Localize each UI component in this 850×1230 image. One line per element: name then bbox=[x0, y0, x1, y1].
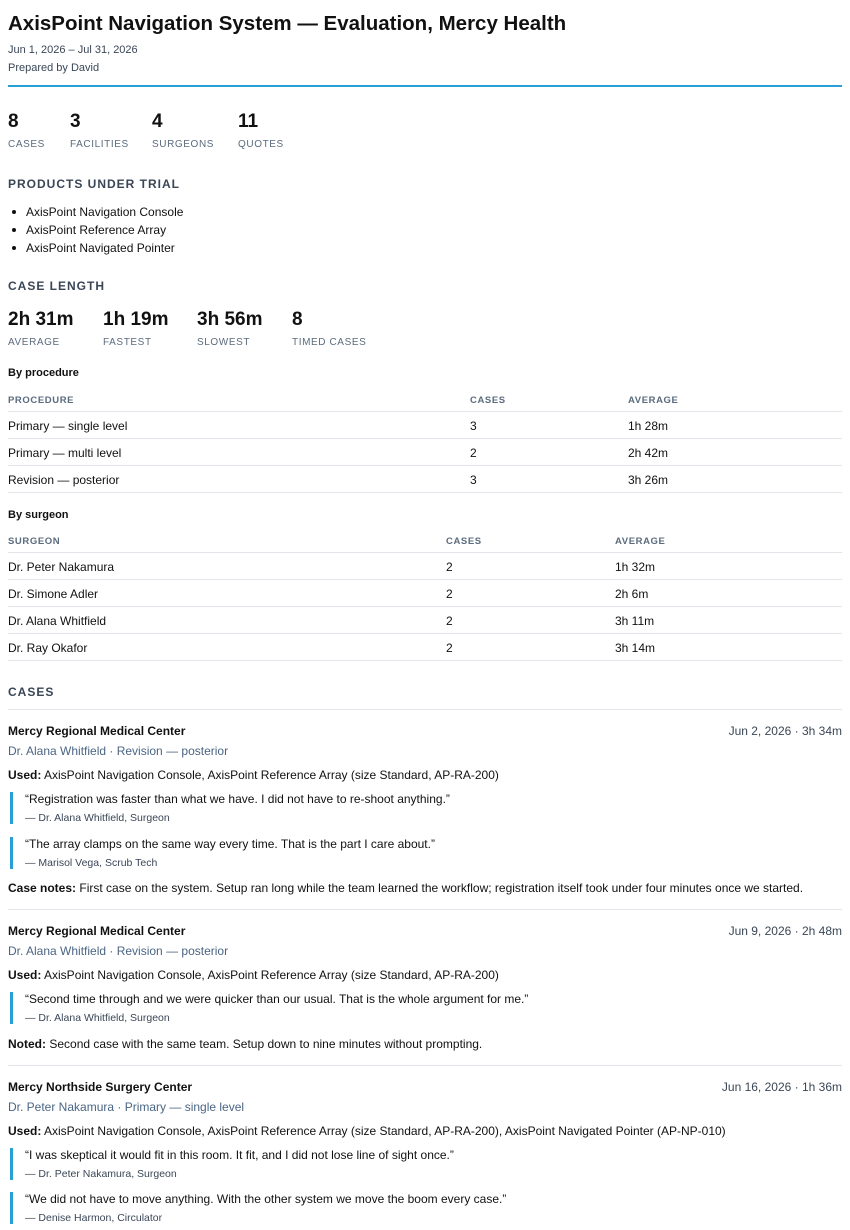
quote-block bbox=[10, 792, 830, 824]
quote-block bbox=[10, 1192, 830, 1224]
table-header bbox=[8, 531, 842, 553]
column-header: CASES bbox=[470, 395, 506, 406]
quote-author: — Dr. Peter Nakamura, Surgeon bbox=[25, 1168, 177, 1180]
used-label: Used: bbox=[8, 968, 42, 982]
table-row bbox=[8, 553, 842, 580]
table-cell: Primary — single level bbox=[8, 419, 128, 433]
case-divider bbox=[8, 909, 842, 910]
case-divider bbox=[8, 1065, 842, 1066]
stat-surgeons bbox=[152, 111, 214, 150]
stat-value: 1h 19m bbox=[103, 309, 169, 330]
column-header: AVERAGE bbox=[615, 536, 666, 547]
notes-text: Second case with the same team. Setup down to nine minutes without prompting. bbox=[49, 1037, 483, 1051]
used-label: Used: bbox=[8, 1124, 42, 1138]
quote-text: “Registration was faster than what we have. I did not have to re-shoot anything.” bbox=[25, 792, 450, 806]
by-surgeon-heading: By surgeon bbox=[8, 509, 69, 521]
stat-value: 8 bbox=[292, 309, 303, 330]
table-cell: 3 bbox=[470, 473, 477, 487]
column-header: AVERAGE bbox=[628, 395, 679, 406]
prepared-by: Prepared by David bbox=[8, 62, 100, 74]
product-item: AxisPoint Reference Array bbox=[26, 221, 183, 239]
surgeon-table bbox=[8, 531, 842, 661]
case-used bbox=[8, 968, 499, 982]
table-cell: 1h 32m bbox=[615, 560, 656, 574]
table-cell: Dr. Peter Nakamura bbox=[8, 560, 115, 574]
table-cell: 2h 6m bbox=[615, 587, 649, 601]
quote-author: — Dr. Alana Whitfield, Surgeon bbox=[25, 1012, 170, 1024]
case-date: Jun 2, 2026 · 3h 34m bbox=[728, 724, 842, 738]
case-facility: Mercy Regional Medical Center bbox=[8, 924, 186, 938]
stat-label: TIMED CASES bbox=[292, 337, 367, 348]
stat-value: 2h 31m bbox=[8, 309, 74, 330]
case-used bbox=[8, 1124, 726, 1138]
case-date: Jun 16, 2026 · 1h 36m bbox=[721, 1080, 842, 1094]
quote-block bbox=[10, 837, 830, 869]
table-row bbox=[8, 466, 842, 493]
stat-label: SLOWEST bbox=[197, 337, 251, 348]
case-length-heading: CASE LENGTH bbox=[8, 279, 106, 293]
table-cell: 1h 28m bbox=[628, 419, 669, 433]
stat-value: 3h 56m bbox=[197, 309, 263, 330]
stat-cases bbox=[8, 111, 45, 150]
quote-block bbox=[10, 1148, 830, 1180]
table-row bbox=[8, 607, 842, 634]
by-procedure-heading: By procedure bbox=[8, 367, 79, 379]
stat-label: FASTEST bbox=[103, 337, 152, 348]
product-item: AxisPoint Navigated Pointer bbox=[26, 239, 183, 257]
quote-text: “I was skeptical it would fit in this room. It fit, and I did not lose line of sight once.” bbox=[25, 1148, 454, 1162]
used-products: AxisPoint Navigation Console, AxisPoint Reference Array (size Standard, AP-RA-200), AxisPoint Navigated Pointer (AP-NP-010) bbox=[44, 1124, 726, 1138]
quote-text: “We did not have to move anything. With the other system we move the boom every case.” bbox=[25, 1192, 507, 1206]
used-products: AxisPoint Navigation Console, AxisPoint Reference Array (size Standard, AP-RA-200) bbox=[44, 968, 499, 982]
case-date: Jun 9, 2026 · 2h 48m bbox=[728, 924, 842, 938]
table-cell: 2 bbox=[470, 446, 477, 460]
stat-value: 4 bbox=[152, 111, 163, 132]
case-notes bbox=[8, 881, 803, 895]
stat-value: 8 bbox=[8, 111, 19, 132]
table-cell: Dr. Simone Adler bbox=[8, 587, 99, 601]
column-header: SURGEON bbox=[8, 536, 61, 547]
table-cell: Primary — multi level bbox=[8, 446, 122, 460]
notes-text: First case on the system. Setup ran long while the team learned the workflow; registration itself took under four minutes once we started. bbox=[79, 881, 804, 895]
table-cell: 3h 14m bbox=[615, 641, 656, 655]
table-cell: 2 bbox=[446, 587, 453, 601]
stat-value: 3 bbox=[70, 111, 81, 132]
table-row bbox=[8, 580, 842, 607]
table-cell: 2 bbox=[446, 614, 453, 628]
case-surgeon-procedure: Dr. Peter Nakamura · Primary — single level bbox=[8, 1100, 245, 1114]
table-row bbox=[8, 634, 842, 661]
stat-label: AVERAGE bbox=[8, 337, 60, 348]
stat-average bbox=[8, 309, 73, 348]
procedure-table bbox=[8, 390, 842, 493]
notes-label: Noted: bbox=[8, 1037, 46, 1051]
stat-slowest bbox=[197, 309, 262, 348]
stat-label: FACILITIES bbox=[70, 139, 129, 150]
used-products: AxisPoint Navigation Console, AxisPoint Reference Array (size Standard, AP-RA-200) bbox=[44, 768, 499, 782]
table-cell: 3 bbox=[470, 419, 477, 433]
cases-heading: CASES bbox=[8, 685, 55, 699]
table-cell: Dr. Alana Whitfield bbox=[8, 614, 107, 628]
quote-author: — Marisol Vega, Scrub Tech bbox=[25, 857, 158, 869]
section-divider bbox=[8, 709, 842, 710]
quote-text: “Second time through and we were quicker than our usual. That is the whole argument for me.” bbox=[25, 992, 529, 1006]
header-divider bbox=[8, 85, 842, 87]
quote-block bbox=[10, 992, 830, 1024]
quote-text: “The array clamps on the same way every time. That is the part I care about.” bbox=[25, 837, 435, 851]
case-surgeon-procedure: Dr. Alana Whitfield · Revision — posterior bbox=[8, 944, 229, 958]
stat-timed-cases bbox=[292, 309, 366, 348]
date-range: Jun 1, 2026 – Jul 31, 2026 bbox=[8, 44, 138, 56]
stat-label: SURGEONS bbox=[152, 139, 215, 150]
table-cell: 2 bbox=[446, 641, 453, 655]
table-cell: 3h 11m bbox=[615, 614, 655, 628]
table-cell: 2h 42m bbox=[628, 446, 669, 460]
case-notes bbox=[8, 1037, 482, 1051]
page-title: AxisPoint Navigation System — Evaluation, Mercy Health bbox=[8, 12, 567, 35]
stat-value: 11 bbox=[238, 111, 259, 132]
stat-fastest bbox=[103, 309, 168, 348]
table-cell: 2 bbox=[446, 560, 453, 574]
stat-facilities bbox=[70, 111, 129, 150]
quote-author: — Denise Harmon, Circulator bbox=[25, 1212, 163, 1224]
table-cell: 3h 26m bbox=[628, 473, 669, 487]
case-facility: Mercy Northside Surgery Center bbox=[8, 1080, 193, 1094]
table-cell: Dr. Ray Okafor bbox=[8, 641, 88, 655]
used-label: Used: bbox=[8, 768, 42, 782]
case-facility: Mercy Regional Medical Center bbox=[8, 724, 186, 738]
stat-quotes bbox=[238, 111, 284, 150]
stat-label: QUOTES bbox=[238, 139, 284, 150]
notes-label: Case notes: bbox=[8, 881, 77, 895]
products-heading: PRODUCTS UNDER TRIAL bbox=[8, 177, 180, 191]
column-header: CASES bbox=[446, 536, 482, 547]
column-header: PROCEDURE bbox=[8, 395, 75, 406]
table-header bbox=[8, 390, 842, 412]
case-used bbox=[8, 768, 499, 782]
products-list bbox=[26, 203, 183, 257]
product-item: AxisPoint Navigation Console bbox=[26, 205, 184, 219]
quote-author: — Dr. Alana Whitfield, Surgeon bbox=[25, 812, 170, 824]
table-cell: Revision — posterior bbox=[8, 473, 120, 487]
table-row bbox=[8, 439, 842, 466]
table-row bbox=[8, 412, 842, 439]
stat-label: CASES bbox=[8, 139, 45, 150]
case-surgeon-procedure: Dr. Alana Whitfield · Revision — posterior bbox=[8, 744, 229, 758]
